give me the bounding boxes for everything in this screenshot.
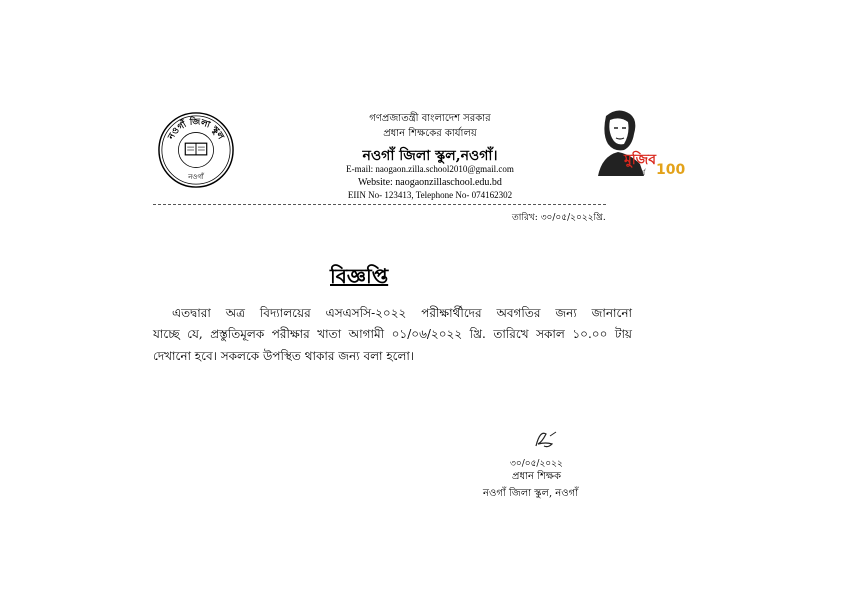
signatory-title: প্রধান শিক্ষক bbox=[512, 471, 561, 482]
eiin-line: EIIN No- 123413, Telephone No- 074162302 bbox=[347, 190, 513, 200]
notice-title: বিজ্ঞপ্তি bbox=[330, 264, 389, 288]
website-line: Website: naogaonzillaschool.edu.bd bbox=[358, 177, 502, 188]
notice-line-1: এতদ্বারা অত্র বিদ্যালয়ের এসএসসি-২০২২ পরীক্ষার্থীদের অবগতির জন্য জানানো bbox=[172, 306, 632, 320]
logo-year-text: শতবর্ষ bbox=[628, 169, 646, 177]
notice-date: তারিখ: ৩০/০৫/২০২২খ্রি. bbox=[512, 213, 606, 223]
notice-line-3: দেখানো হবে। সকলকে উপস্থিত থাকার জন্য বলা হলো। bbox=[153, 349, 415, 363]
seal-text-bottom: নওগাঁ bbox=[188, 173, 204, 182]
notice-line-2: যাচ্ছে যে, প্রস্তুতিমূলক পরীক্ষার খাতা আগামী ০১/০৬/২০২২ খ্রি. তারিখে সকাল ১০.০০ টায় bbox=[153, 327, 632, 341]
header-divider bbox=[153, 204, 606, 205]
government-name: গণপ্রজাতন্ত্রী বাংলাদেশ সরকার bbox=[369, 113, 491, 124]
logo-number: 100 bbox=[656, 162, 686, 178]
office-name: প্রধান শিক্ষকের কার্যালয় bbox=[383, 128, 477, 139]
logo-text: মুজিব bbox=[624, 152, 657, 168]
signatory-school: নওগাঁ জিলা স্কুল, নওগাঁ bbox=[483, 488, 579, 499]
signature-date: ৩০/০৫/২০২২ bbox=[510, 459, 563, 469]
signature-icon bbox=[530, 426, 560, 452]
seal-text-top: নওগাঁ জিলা স্কুল bbox=[166, 117, 226, 142]
school-seal-icon bbox=[157, 111, 235, 189]
email-line: E-mail: naogaon.zilla.school2010@gmail.com bbox=[346, 164, 514, 174]
school-name: নওগাঁ জিলা স্কুল,নওগাঁ। bbox=[362, 148, 498, 164]
